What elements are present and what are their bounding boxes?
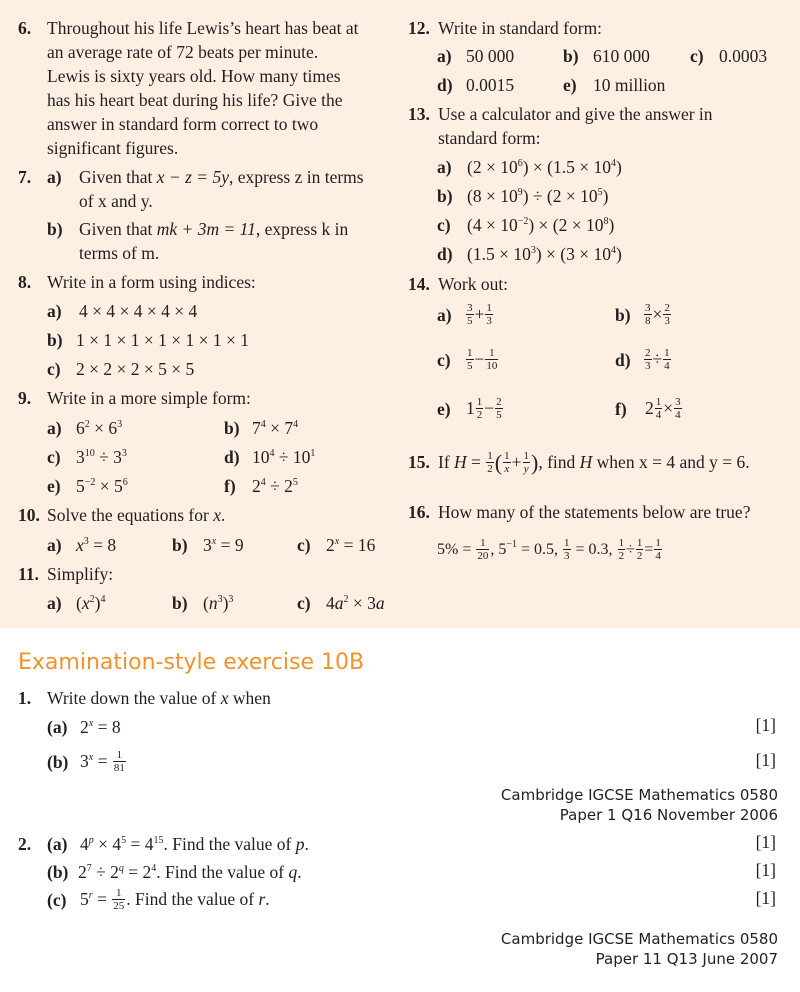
part-label: b) (172, 593, 188, 613)
part-expression: $5^{-2} \times 5^6$ (76, 476, 128, 496)
question-text: answer in standard form correct to two (47, 114, 319, 134)
question-text: Write in a form using indices: (47, 272, 256, 292)
question-text: Use a calculator and give the answer in (438, 104, 713, 124)
mark-allocation: [1] (755, 750, 776, 770)
part-expression: $\frac{2}{3}$ ÷ $\frac{1}{4}$ (645, 347, 670, 373)
question-number: 8. (18, 272, 32, 292)
question-text: has his heart beat during his life? Give the (47, 90, 343, 110)
part-label: c) (47, 359, 61, 379)
part-label: b) (47, 330, 63, 350)
question-text: significant figures. (47, 138, 179, 158)
part-expression: $2^4 \div 2^5$ (252, 476, 298, 496)
source-citation: Cambridge IGCSE Mathematics 0580 Paper 1 Q16 November 2006 (500, 786, 778, 824)
part-label: d) (437, 75, 453, 95)
part-label: b) (224, 418, 240, 438)
part-label: c) (437, 350, 451, 370)
part-expression: $2^x = 16$ (326, 535, 376, 555)
part-value: 0.0003 (719, 46, 768, 66)
part-label: b) (563, 46, 579, 66)
mark-allocation: [1] (755, 888, 776, 908)
part-label: a) (437, 305, 452, 325)
part-value: 10 million (593, 75, 666, 95)
part-expression: $\frac{3}{8}$ × $\frac{2}{3}$ (645, 302, 670, 328)
part-value: 50 000 (466, 46, 515, 66)
part-label: d) (615, 350, 631, 370)
question-text: If H = $\frac{1}{2}$ ( $\frac{1}{x}+$ $\frac{1}{y}$), find H when x = 4 and y = 6. (438, 449, 750, 476)
part-expression: 1 $\frac{1}{2}$ − $\frac{2}{5}$ (466, 396, 502, 422)
part-expression: 2 × 2 × 2 × 5 × 5 (76, 359, 195, 379)
part-expression: $3^x$ = $\frac{1}{81}$ (80, 749, 125, 775)
question-text: standard form: (438, 128, 541, 148)
question-number: 1. (18, 688, 32, 708)
question-number: 7. (18, 167, 32, 187)
mark-allocation: [1] (755, 860, 776, 880)
mark-allocation: [1] (755, 715, 776, 735)
part-expression: $\frac{1}{5}$ − $\frac{1}{10}$ (467, 347, 498, 373)
part-label: e) (437, 399, 451, 419)
question-number: 11. (18, 564, 39, 584)
question-text: Throughout his life Lewis’s heart has beat at (47, 18, 359, 38)
part-expression: 1 × 1 × 1 × 1 × 1 × 1 × 1 (76, 330, 249, 350)
part-label: b) (615, 305, 631, 325)
part-label: c) (297, 593, 311, 613)
part-expression: $4^p \times 4^5 = 4^{15}$. Find the value of p. (80, 834, 309, 854)
part-label: (b) (47, 752, 69, 772)
part-label: d) (437, 244, 453, 264)
question-number: 6. (18, 18, 32, 38)
part-expression: $6^2 \times 6^3$ (76, 418, 123, 438)
part-text: Given that mk + 3m = 11, express k in (79, 219, 349, 239)
part-expression: $3^x = 9$ (203, 535, 244, 555)
part-label: f) (224, 476, 236, 496)
part-expression: $(1.5 \times 10^3) \times (3 \times 10^4)$ (467, 244, 622, 264)
part-label: f) (615, 399, 627, 419)
part-expression: $7^4 \times 7^4$ (252, 418, 299, 438)
part-expression: $4a^2 \times 3a$ (326, 593, 385, 613)
question-number: 14. (408, 274, 430, 294)
part-value: 610 000 (593, 46, 650, 66)
part-label: a) (47, 418, 62, 438)
part-text: terms of m. (79, 243, 160, 263)
part-label: c) (690, 46, 704, 66)
part-label: a) (47, 301, 62, 321)
part-expression: $5^r$ = $\frac{1}{25}$ . Find the value of r. (80, 887, 270, 913)
part-expression: $(8 \times 10^9) \div (2 \times 10^5)$ (467, 186, 609, 206)
statements: 5% = $\frac{1}{20}$ , $5^{-1} = 0.5$, $\frac{1}{3}$ = 0.3, $\frac{1}{2}$ ÷ $\frac{1}{2}$ = $\frac{1}{4}$ (437, 537, 661, 562)
part-label: (b) (47, 862, 69, 882)
part-label: a) (47, 167, 62, 187)
part-label: a) (437, 157, 452, 177)
mark-allocation: [1] (755, 832, 776, 852)
part-label: (c) (47, 890, 67, 910)
question-text: Work out: (438, 274, 509, 294)
question-text: Write down the value of x when (47, 688, 271, 708)
part-label: a) (47, 535, 62, 555)
question-number: 10. (18, 505, 40, 525)
part-expression: $10^4 \div 10^1$ (252, 447, 316, 467)
part-label: e) (563, 75, 577, 95)
part-label: a) (437, 46, 452, 66)
question-text: Write in a more simple form: (47, 388, 251, 408)
question-number: 12. (408, 18, 430, 38)
part-expression: 4 × 4 × 4 × 4 × 4 (79, 301, 198, 321)
source-citation: Cambridge IGCSE Mathematics 0580 Paper 11 Q13 June 2007 (500, 930, 778, 968)
part-label: a) (47, 593, 62, 613)
part-label: (a) (47, 717, 68, 737)
part-text: Given that x − z = 5y, express z in terms (79, 167, 364, 187)
part-label: b) (47, 219, 63, 239)
part-label: c) (47, 447, 61, 467)
question-number: 15. (408, 452, 430, 472)
part-expression: $(n^3)^3$ (203, 593, 234, 613)
part-label: b) (437, 186, 453, 206)
part-expression: 2 $\frac{1}{4}$ × $\frac{3}{4}$ (645, 396, 681, 422)
part-label: e) (47, 476, 61, 496)
part-label: c) (297, 535, 311, 555)
question-number: 2. (18, 834, 32, 854)
part-expression: $\frac{3}{5}$ + $\frac{1}{3}$ (467, 302, 492, 328)
part-label: d) (224, 447, 240, 467)
part-expression: $(2 \times 10^6) \times (1.5 \times 10^4)$ (467, 157, 622, 177)
part-value: 0.0015 (466, 75, 515, 95)
question-text: Solve the equations for x. (47, 505, 226, 525)
question-text: Simplify: (47, 564, 114, 584)
part-label: c) (437, 215, 451, 235)
part-expression: $(4 \times 10^{-2}) \times (2 \times 10^8)$ (467, 215, 615, 235)
part-expression: $2^7 \div 2^q = 2^4$. Find the value of q. (78, 862, 302, 882)
part-expression: $(x^2)^4$ (76, 593, 106, 613)
question-text: Lewis is sixty years old. How many times (47, 66, 341, 86)
part-label: (a) (47, 834, 68, 854)
part-expression: $3^{10} \div 3^3$ (76, 447, 127, 467)
section-heading: Examination-style exercise 10B (18, 650, 365, 675)
question-number: 16. (408, 502, 430, 522)
part-text: of x and y. (79, 191, 153, 211)
question-text: an average rate of 72 beats per minute. (47, 42, 319, 62)
question-number: 13. (408, 104, 430, 124)
part-label: b) (172, 535, 188, 555)
part-expression: $2^x = 8$ (80, 717, 121, 737)
question-text: Write in standard form: (438, 18, 603, 38)
question-number: 9. (18, 388, 32, 408)
question-text: How many of the statements below are true? (438, 502, 751, 522)
part-expression: $x^3 = 8$ (76, 535, 117, 555)
